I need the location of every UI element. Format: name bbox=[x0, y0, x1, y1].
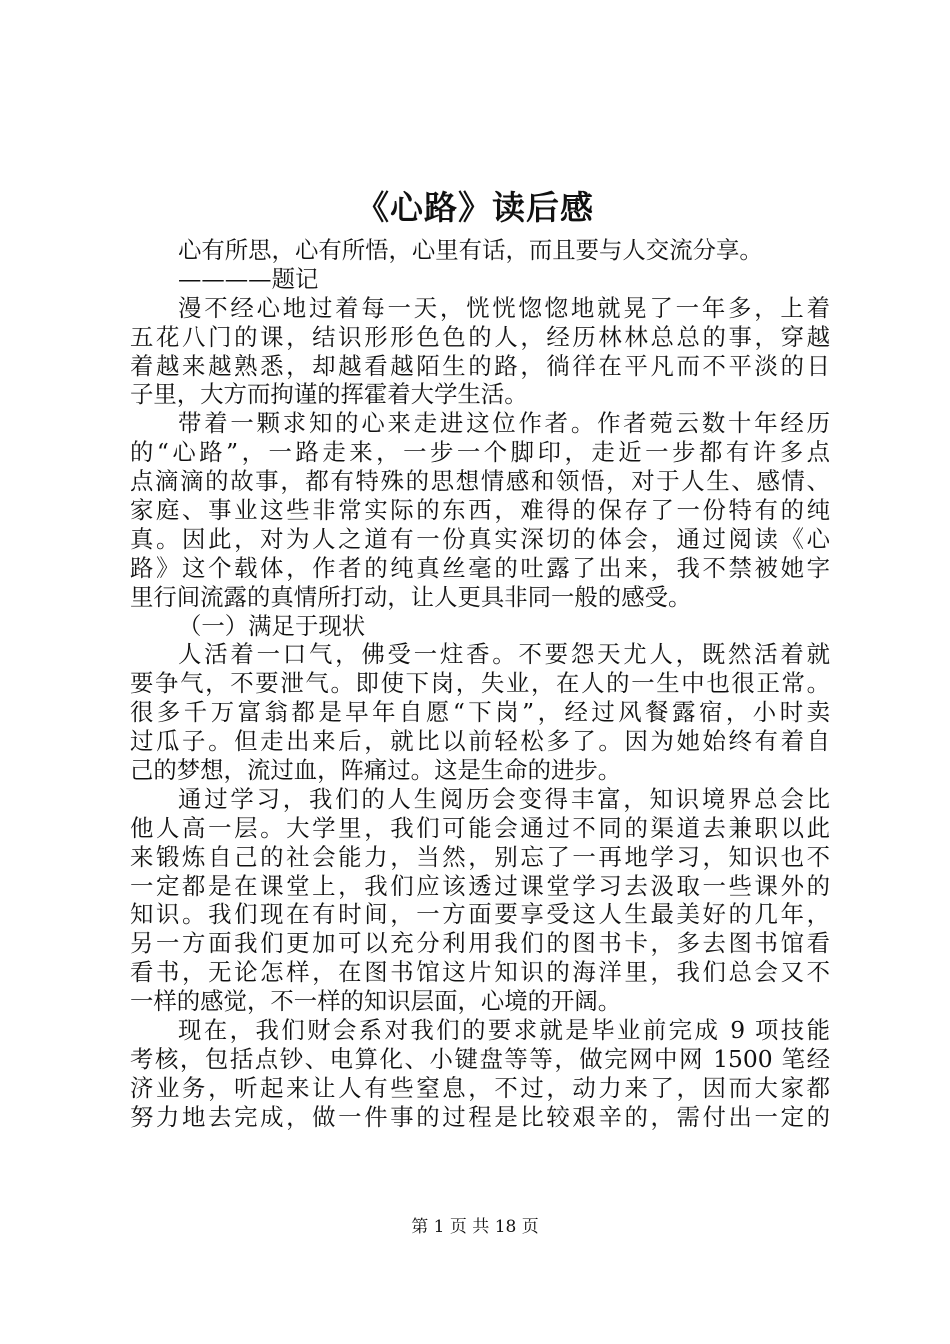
text-line: 五花八门的课，结识形形色色的人，经历林林总总的事，穿越 bbox=[130, 322, 830, 351]
document-body bbox=[130, 236, 830, 1132]
text-line: 一样的感觉，不一样的知识层面，心境的开阔。 bbox=[130, 987, 622, 1016]
text-line: 带着一颗求知的心来走进这位作者。作者菀云数十年经历 bbox=[178, 409, 830, 438]
text-line: 知识。我们现在有时间，一方面要享受这人生最美好的几年， bbox=[130, 900, 830, 929]
text-line: ————题记 bbox=[178, 264, 319, 293]
text-line: 着越来越熟悉，却越看越陌生的路，徜徉在平凡而不平淡的日 bbox=[130, 351, 830, 380]
text-line: 的“心路”，一路走来，一步一个脚印，走近一步都有许多点 bbox=[130, 438, 830, 467]
text-line: 来锻炼自己的社会能力，当然，别忘了一再地学习，知识也不 bbox=[130, 842, 830, 871]
text-line: 里行间流露的真情所打动，让人更具非同一般的感受。 bbox=[130, 582, 692, 611]
text-line: 心有所思，心有所悟，心里有话，而且要与人交流分享。 bbox=[178, 236, 763, 264]
text-line: 努力地去完成，做一件事的过程是比较艰辛的，需付出一定的 bbox=[130, 1102, 830, 1131]
text-line: 过瓜子。但走出来后，就比以前轻松多了。因为她始终有着自 bbox=[130, 727, 830, 756]
text-line: 漫不经心地过着每一天，恍恍惚惚地就晃了一年多，上着 bbox=[178, 293, 830, 322]
text-line: 看书，无论怎样，在图书馆这片知识的海洋里，我们总会又不 bbox=[130, 958, 830, 987]
text-line: 真。因此，对为人之道有一份真实深切的体会，通过阅读《心 bbox=[130, 524, 830, 553]
text-line: 点滴滴的故事，都有特殊的思想情感和领悟，对于人生、感情、 bbox=[130, 467, 830, 496]
text-line: 子里，大方而拘谨的挥霍着大学生活。 bbox=[130, 380, 528, 409]
page-footer: 第 1 页 共 18 页 bbox=[411, 1217, 539, 1237]
text-line: 很多千万富翁都是早年自愿“下岗”，经过风餐露宿，小时卖 bbox=[130, 698, 830, 727]
text-line: 要争气，不要泄气。即使下岗，失业，在人的一生中也很正常。 bbox=[130, 669, 830, 698]
text-line: 人活着一口气，佛受一炷香。不要怨天尤人，既然活着就 bbox=[178, 640, 830, 669]
text-line: 现在，我们财会系对我们的要求就是毕业前完成 9 项技能 bbox=[178, 1016, 830, 1045]
page-title: 《心路》读后感 bbox=[356, 188, 594, 227]
text-line: 他人高一层。大学里，我们可能会通过不同的渠道去兼职以此 bbox=[130, 813, 830, 842]
text-line: 另一方面我们更加可以充分利用我们的图书卡，多去图书馆看 bbox=[130, 929, 830, 958]
text-line: 己的梦想，流过血，阵痛过。这是生命的进步。 bbox=[130, 756, 622, 785]
text-line: （一）满足于现状 bbox=[178, 611, 366, 640]
text-line: 通过学习，我们的人生阅历会变得丰富，知识境界总会比 bbox=[178, 784, 830, 813]
text-line: 一定都是在课堂上，我们应该透过课堂学习去汲取一些课外的 bbox=[130, 871, 830, 900]
text-line: 家庭、事业这些非常实际的东西，难得的保存了一份特有的纯 bbox=[130, 496, 830, 525]
text-line: 考核，包括点钞、电算化、小键盘等等，做完网中网 1500 笔经 bbox=[130, 1044, 830, 1073]
text-line: 路》这个载体，作者的纯真丝毫的吐露了出来，我不禁被她字 bbox=[130, 553, 830, 582]
text-line: 济业务，听起来让人有些窒息，不过，动力来了，因而大家都 bbox=[130, 1073, 830, 1102]
